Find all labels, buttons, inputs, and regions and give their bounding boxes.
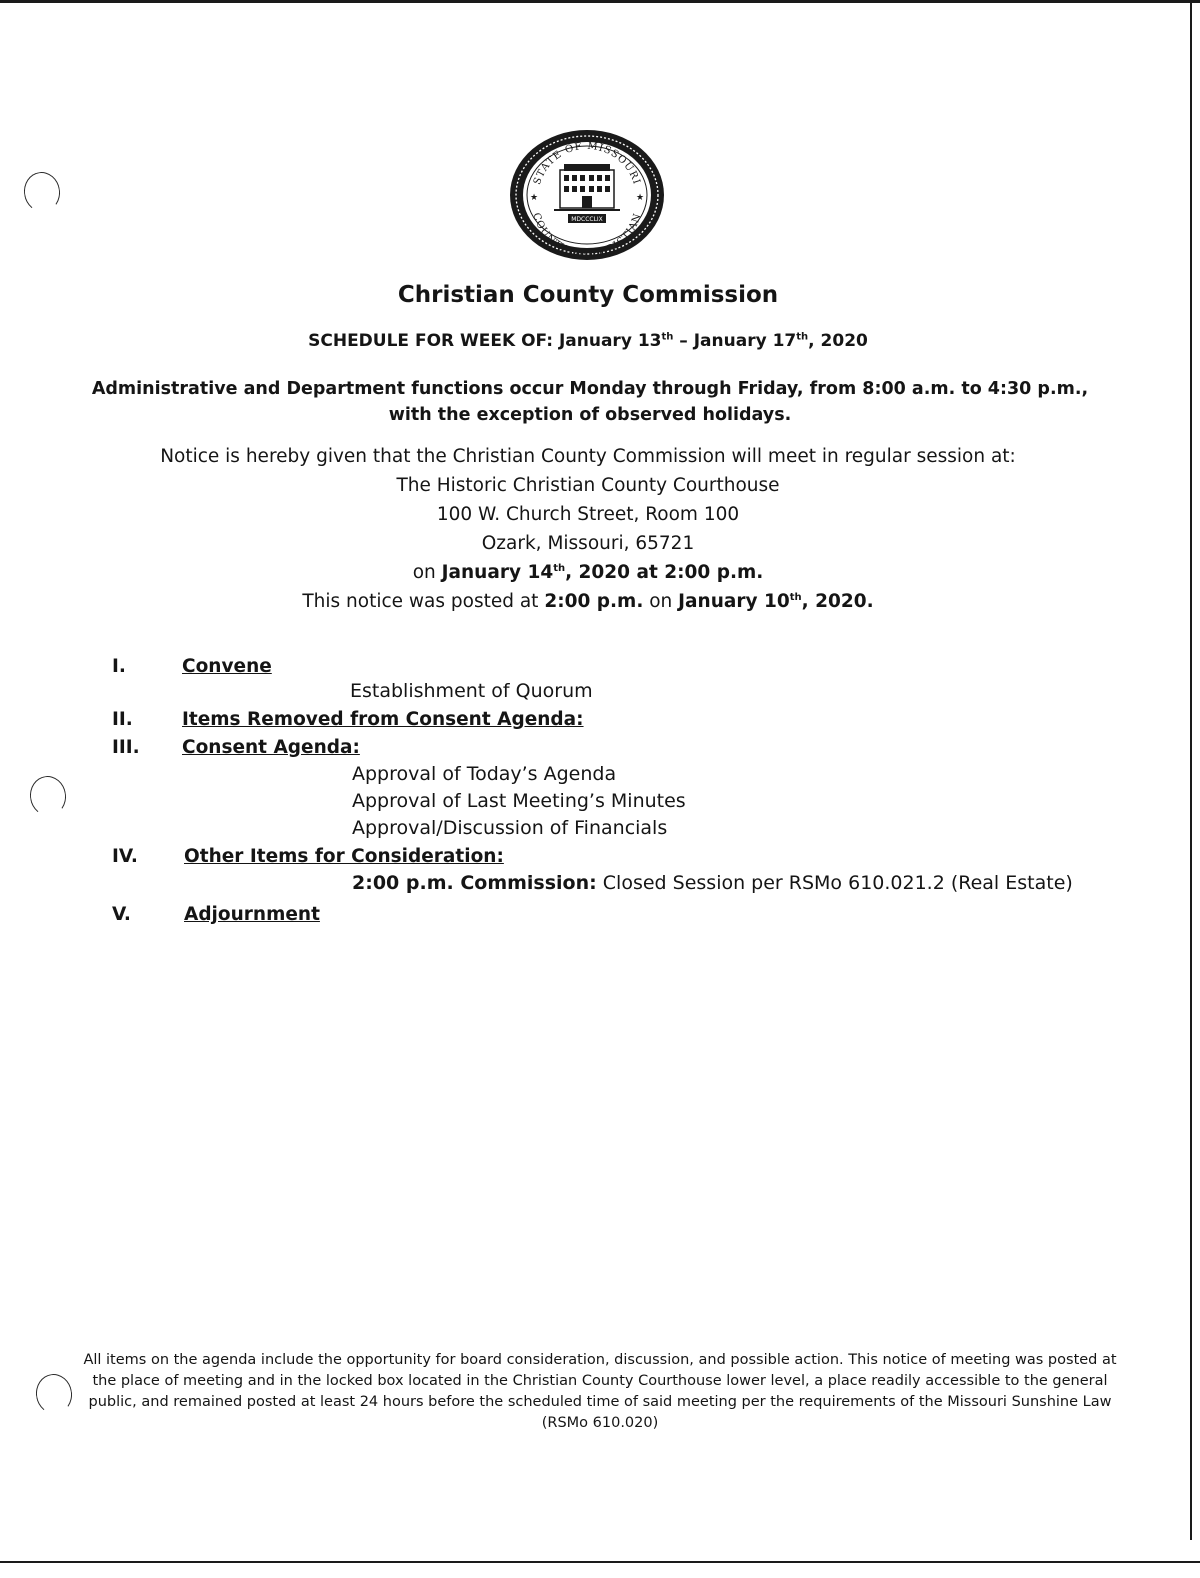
seal-bottom-text: COUNTY OF CHRISTIAN bbox=[530, 211, 644, 261]
star-icon: ★ bbox=[529, 193, 539, 203]
seal-year: MDCCCLIX bbox=[571, 216, 603, 223]
agenda-list: I. Convene Establishment of Quorum II. Items Removed from Consent Agenda: III. Consent Agenda: Approval of Today’s Agenda Approval of Last Meeting’s Minutes Approval/Discussion of Financials IV. Other Items for Consideration: 2:00 p.m. Commission: Closed Session per RSMo 610.021.2 (Real Estate) V. Adjournment bbox=[112, 656, 1073, 925]
punch-hole bbox=[21, 170, 62, 215]
right-edge-line bbox=[1190, 0, 1192, 1540]
page-title: Christian County Commission bbox=[397, 282, 779, 308]
meeting-notice: Notice is hereby given that the Christian County Commission will meet in regular session at: The Historic Christian County Courthouse 100 W. Church Street, Room 100 Ozark, Missouri, 65721 on January 14th, 2020 at 2:00 p.m. This notice was posted at 2:00 p.m. on January 10th, 2020. bbox=[160, 446, 1016, 612]
admin-hours: Administrative and Department functions occur Monday through Friday, from 8:00 a.m. to 4:30 p.m., with the exception of observed holidays. bbox=[91, 379, 1089, 425]
seal-top-text: STATE OF MISSOURI bbox=[531, 140, 643, 187]
schedule-week: SCHEDULE FOR WEEK OF: January 13th – January 17th, 2020 bbox=[308, 331, 868, 351]
punch-hole bbox=[27, 774, 68, 819]
footer-notice: All items on the agenda include the opportunity for board consideration, discussion, and possible action. This notice of meeting was posted at the place of meeting and in the locked box located in the Christian County Courthouse lower level, a place readily accessible to the general public, and remained posted at least 24 hours before the scheduled time of said meeting per the requirements of the Missouri Sunshine Law (RSMo 610.020) bbox=[83, 1352, 1117, 1431]
punch-hole bbox=[33, 1372, 74, 1417]
star-icon: ★ bbox=[635, 193, 645, 203]
